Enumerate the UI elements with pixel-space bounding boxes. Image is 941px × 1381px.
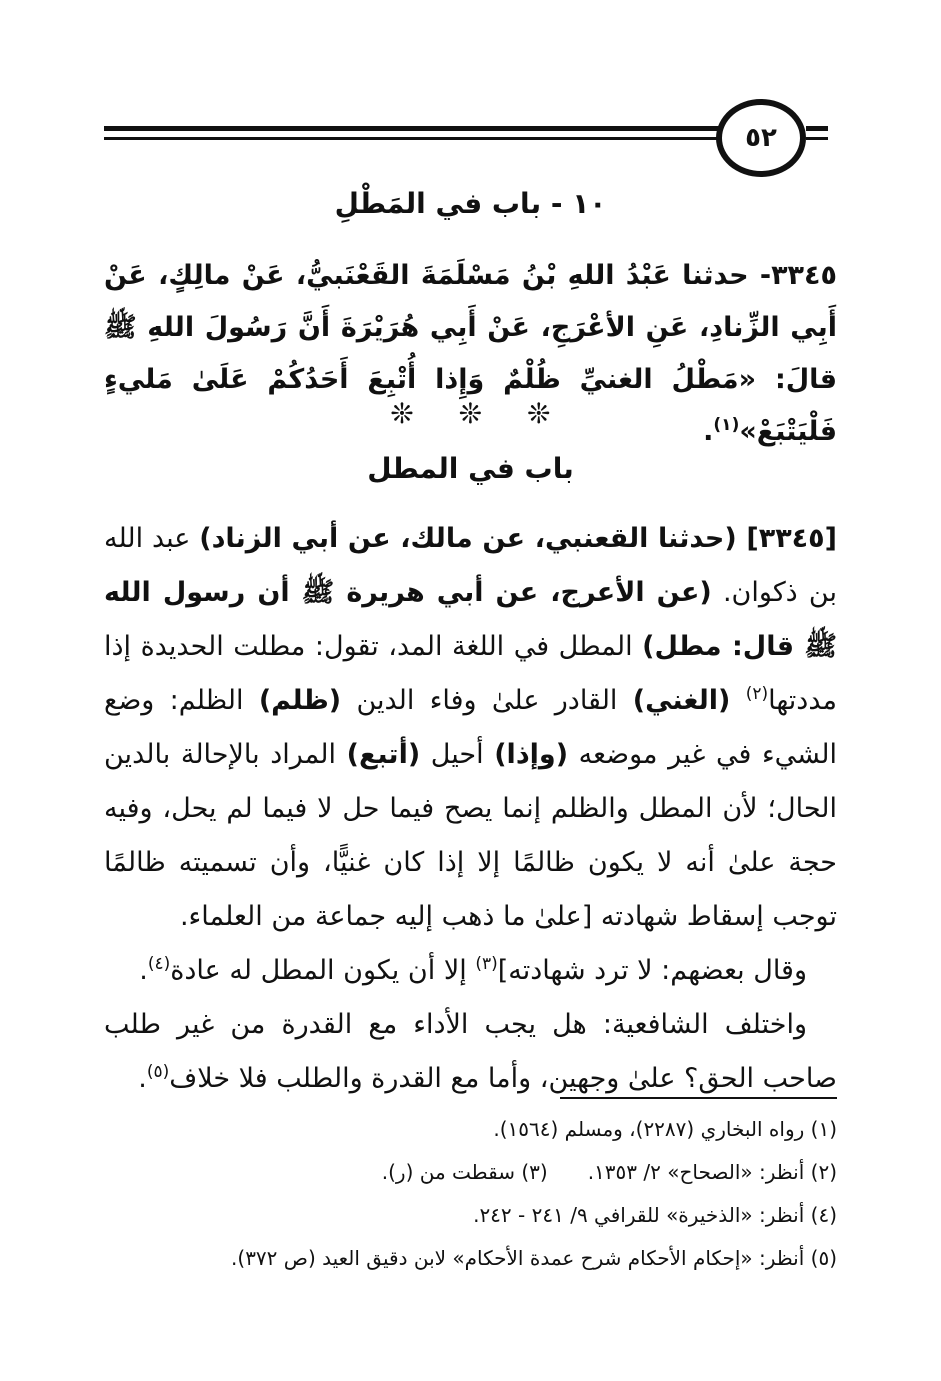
commentary-paragraph-1 <box>104 512 837 944</box>
text-run: وقال بعضهم: لا ترد شهادته] <box>497 955 807 986</box>
text-run: الظلم: وضع الشيء في غير موضعه <box>104 685 837 770</box>
chapter-heading: ١٠ - باب في المَطْلِ <box>334 187 607 220</box>
page-number-badge <box>716 99 806 177</box>
commentary-text <box>104 512 837 1106</box>
footnote-4: (٤) أنظر: «الذخيرة» للقرافي ٩/ ٢٤١ - ٢٤٢. <box>473 1203 837 1227</box>
text-run: عبد الله بن ذكوان. <box>104 523 837 608</box>
hadith-body: ٣٣٤٥- حدثنا عَبْدُ اللهِ بْنُ مَسْلَمَةَ القَعْنَبيُّ، عَنْ مالِكٍ، عَنْ أَبِي الزِّنادِ، عَنِ الأعْرَجِ، عَنْ أَبِي هُرَيْرَةَ أَنَّ رَسُولَ اللهِ ﷺ قالَ: «مَطْلُ الغنيِّ ظُلْمٌ وَإِذا أُتْبِعَ أَحَدُكُمْ عَلَىٰ مَليءٍ فَلْيَتْبَعْ» <box>104 260 837 447</box>
text-run: . <box>139 955 148 986</box>
text-run: واختلف الشافعية: هل يجب الأداء مع القدرة من غير طلب صاحب الحق؟ علىٰ وجهين، وأما مع القدرة والطلب فلا خلاف <box>104 1009 837 1094</box>
commentary-heading: باب في المطل <box>367 452 574 485</box>
text-run: المطل في اللغة المد، تقول: مطلت الحديدة إذا مددتها <box>104 631 837 716</box>
hadith-end: . <box>703 416 714 447</box>
footnote-ref-5: (٥) <box>146 1062 170 1082</box>
commentary-paragraph-3 <box>104 998 837 1106</box>
footnote-5: (٥) أنظر: «إحكام الأحكام شرح عمدة الأحكام» لابن دقيق العيد (ص ٣٧٢). <box>231 1246 837 1270</box>
footnote-2-3 <box>104 1151 837 1194</box>
commentary-paragraph-2 <box>104 944 837 998</box>
quoted-word-utbi: (أتبع) <box>346 739 421 770</box>
quoted-word-idha: (وإذا) <box>494 739 569 770</box>
text-run: القادر علىٰ وفاء الدين <box>341 685 633 716</box>
footnote-ref-3: (٣) <box>475 954 498 974</box>
text-run: أحيل <box>420 739 495 770</box>
page-number: ٥٢ <box>745 123 777 153</box>
text-run <box>730 685 745 716</box>
header-rule-thin <box>104 137 720 140</box>
footnote-rule <box>560 1097 837 1099</box>
footnote-ref-1: (١) <box>713 415 740 435</box>
quoted-word-ghani: (الغني) <box>632 685 731 716</box>
footnote-ref-4: (٤) <box>147 954 171 974</box>
quoted-word-zulm: (ظلم) <box>258 685 342 716</box>
text-run: إلا أن يكون المطل له عادة <box>170 955 476 986</box>
quoted-isnad: [٣٣٤٥] (حدثنا القعنبي، عن مالك، عن أبي الزناد) <box>199 523 837 554</box>
header-rule-right-thick <box>806 126 828 131</box>
text-run: . <box>138 1063 147 1094</box>
footnote-3: (٣) سقطت من (ر). <box>381 1160 548 1184</box>
footnote-ref-2: (٢) <box>745 684 769 704</box>
footnote-2: (٢) أنظر: «الصحاح» ٢/ ١٣٥٣. <box>587 1160 837 1184</box>
footnote-1: (١) رواه البخاري (٢٢٨٧)، ومسلم (١٥٦٤). <box>493 1117 837 1141</box>
quoted-chain: (عن الأعرج، عن أبي هريرة ﷺ أن رسول الله ﷺ قال: مطل) <box>104 577 838 662</box>
footnotes <box>104 1108 837 1280</box>
section-separator: ❊ ❊ ❊ <box>390 397 551 430</box>
text-run: المراد بالإحالة بالدين الحال؛ لأن المطل والظلم إنما يصح فيما حل لا فيما لم يحل، وفيه حجة علىٰ أنه لا يكون ظالمًا إلا إذا كان غنيًّا، وأن تسميته ظالمًا توجب إسقاط شهادته [علىٰ ما ذهب إليه جماعة من العلماء. <box>104 739 837 932</box>
header-rule-right-thin <box>806 137 828 140</box>
header-rule-thick <box>104 126 720 131</box>
